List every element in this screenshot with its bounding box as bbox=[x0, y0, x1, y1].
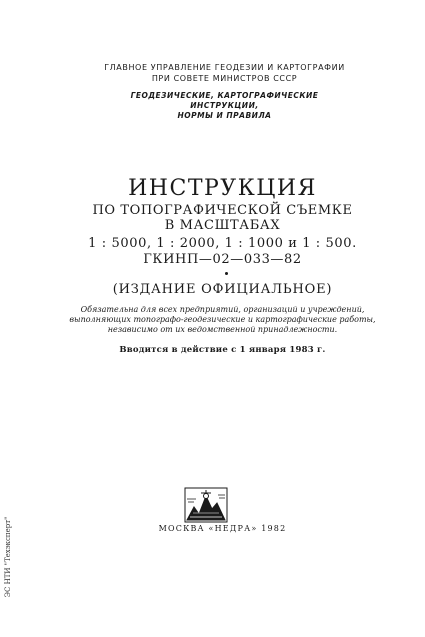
title-scales: 1 : 5000, 1 : 2000, 1 : 1000 и 1 : 500. bbox=[88, 236, 357, 251]
series-line-1: ГЕОДЕЗИЧЕСКИЕ, КАРТОГРАФИЧЕСКИЕ bbox=[130, 91, 319, 100]
title-line-1: ПО ТОПОГРАФИЧЕСКОЙ СЪЕМКЕ bbox=[92, 203, 353, 218]
title-line-2: В МАСШТАБАХ bbox=[164, 218, 281, 233]
divider-dot bbox=[225, 272, 228, 275]
effective-date: Вводится в действие с 1 января 1983 г. bbox=[119, 345, 326, 355]
document-title: ИНСТРУКЦИЯ bbox=[128, 176, 317, 201]
obligatory-line-1: Обязательна для всех предприятий, организаций и учреждений, bbox=[80, 305, 365, 314]
edition-note: (ИЗДАНИЕ ОФИЦИАЛЬНОЕ) bbox=[112, 282, 333, 297]
document-code: ГКИНП—02—033—82 bbox=[143, 252, 302, 267]
obligatory-line-3: независимо от их ведомственной принадлежности. bbox=[107, 325, 338, 334]
imprint: МОСКВА «НЕДРА» 1982 bbox=[158, 524, 287, 533]
obligatory-line-2: выполняющих топографо-геодезические и картографические работы, bbox=[69, 315, 376, 324]
series-line-2: ИНСТРУКЦИИ, bbox=[190, 101, 259, 110]
organization-line-1: ГЛАВНОЕ УПРАВЛЕНИЕ ГЕОДЕЗИИ И КАРТОГРАФИИ bbox=[104, 63, 345, 72]
side-watermark-text: ЭС НТИ "Техэксперт" bbox=[4, 516, 12, 598]
organization-line-2: ПРИ СОВЕТЕ МИНИСТРОВ СССР bbox=[151, 74, 298, 83]
series-line-3: НОРМЫ И ПРАВИЛА bbox=[177, 111, 272, 120]
nedra-publisher-logo-icon bbox=[184, 487, 228, 523]
